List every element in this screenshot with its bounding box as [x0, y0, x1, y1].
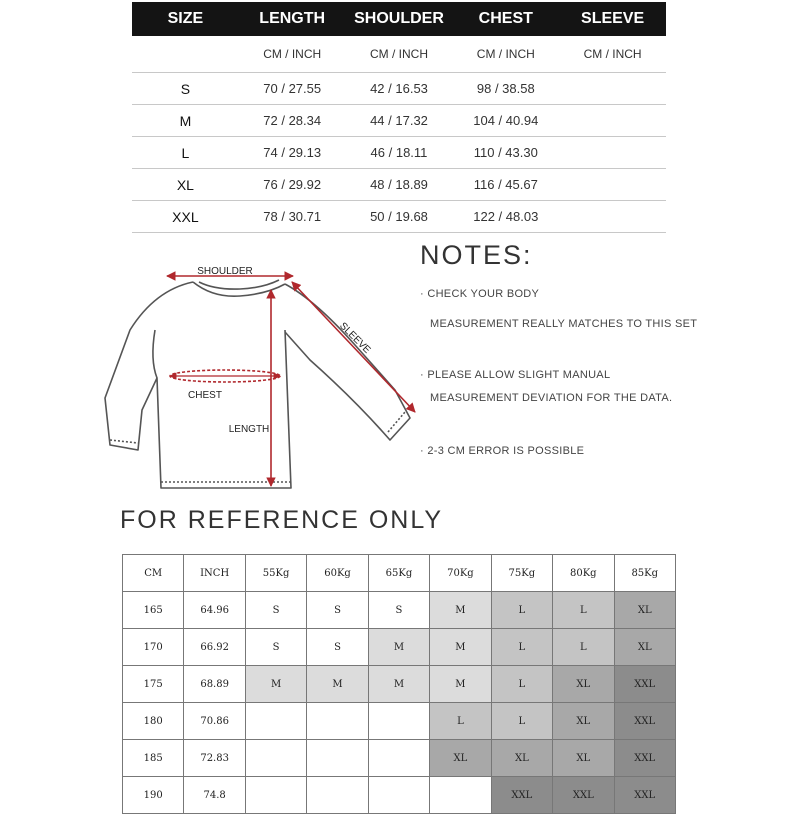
table-row — [123, 740, 676, 777]
table-row — [123, 629, 676, 666]
reference-height-cell: 70.86 — [184, 703, 245, 740]
reference-header-cell: CM — [123, 555, 184, 592]
reference-size-cell: L — [491, 703, 552, 740]
measurement-cell — [559, 73, 666, 105]
measurement-cell — [559, 105, 666, 137]
reference-size-cell: M — [368, 629, 429, 666]
reference-header-cell: 55Kg — [245, 555, 306, 592]
reference-size-cell: L — [491, 666, 552, 703]
reference-size-cell — [307, 777, 368, 814]
length-label: LENGTH — [228, 424, 270, 435]
reference-size-cell: XXL — [614, 666, 676, 703]
reference-size-cell: M — [368, 666, 429, 703]
reference-size-cell: M — [307, 666, 368, 703]
reference-size-cell: XXL — [614, 740, 676, 777]
garment-measurement-diagram — [95, 250, 425, 500]
measurement-cell: 98 / 38.58 — [452, 73, 559, 105]
reference-header-cell: INCH — [184, 555, 245, 592]
reference-height-cell: 180 — [123, 703, 184, 740]
table-row — [132, 73, 666, 105]
reference-size-cell: M — [430, 666, 491, 703]
measurement-cell: 48 / 18.89 — [346, 169, 453, 201]
reference-size-cell — [307, 740, 368, 777]
measurement-cell: 122 / 48.03 — [452, 201, 559, 233]
reference-size-cell — [245, 703, 306, 740]
reference-size-cell — [368, 740, 429, 777]
reference-size-cell: XXL — [614, 777, 676, 814]
reference-height-cell: 175 — [123, 666, 184, 703]
reference-size-cell: XXL — [614, 703, 676, 740]
unit-cell: CM / INCH — [239, 36, 346, 73]
shoulder-label: SHOULDER — [197, 266, 253, 277]
reference-size-cell: M — [245, 666, 306, 703]
reference-size-cell: L — [430, 703, 491, 740]
reference-height-cell: 64.96 — [184, 592, 245, 629]
measurement-cell — [559, 201, 666, 233]
length-header: LENGTH — [239, 2, 346, 36]
reference-size-cell: L — [553, 629, 614, 666]
size-chart-table — [132, 2, 666, 233]
reference-size-cell: XL — [491, 740, 552, 777]
reference-size-cell — [245, 777, 306, 814]
chest-header: CHEST — [452, 2, 559, 36]
reference-header-row — [123, 555, 676, 592]
note-line: · CHECK YOUR BODY — [420, 288, 540, 300]
reference-size-cell: XL — [430, 740, 491, 777]
table-row — [123, 666, 676, 703]
reference-height-cell: 68.89 — [184, 666, 245, 703]
units-row — [132, 36, 666, 73]
reference-height-cell: 165 — [123, 592, 184, 629]
reference-size-cell: S — [307, 592, 368, 629]
measurement-cell: 46 / 18.11 — [346, 137, 453, 169]
reference-size-cell: S — [245, 629, 306, 666]
reference-size-cell: S — [307, 629, 368, 666]
reference-height-cell: 190 — [123, 777, 184, 814]
unit-cell — [132, 36, 239, 73]
reference-size-cell — [307, 703, 368, 740]
reference-header-cell: 65Kg — [368, 555, 429, 592]
size-cell: L — [132, 137, 239, 169]
measurement-cell: 78 / 30.71 — [239, 201, 346, 233]
reference-header-cell: 60Kg — [307, 555, 368, 592]
measurement-cell: 42 / 16.53 — [346, 73, 453, 105]
measurement-cell: 72 / 28.34 — [239, 105, 346, 137]
reference-size-cell: S — [368, 592, 429, 629]
reference-size-cell: M — [430, 629, 491, 666]
table-row — [132, 105, 666, 137]
measurement-cell: 104 / 40.94 — [452, 105, 559, 137]
size-cell: XXL — [132, 201, 239, 233]
reference-height-cell: 72.83 — [184, 740, 245, 777]
chest-label: CHEST — [188, 390, 222, 401]
measurement-cell — [559, 169, 666, 201]
reference-height-cell: 170 — [123, 629, 184, 666]
reference-size-table — [122, 554, 676, 814]
unit-cell: CM / INCH — [559, 36, 666, 73]
shirt-outline — [105, 280, 410, 488]
table-row — [132, 169, 666, 201]
reference-size-cell: M — [430, 592, 491, 629]
measurement-cell: 110 / 43.30 — [452, 137, 559, 169]
measurement-cell: 44 / 17.32 — [346, 105, 453, 137]
measurement-cell — [559, 137, 666, 169]
note-line: MEASUREMENT DEVIATION FOR THE DATA. — [430, 392, 673, 404]
notes-title: NOTES: — [420, 240, 533, 270]
reference-height-cell: 74.8 — [184, 777, 245, 814]
size-cell: XL — [132, 169, 239, 201]
reference-size-cell: XL — [553, 666, 614, 703]
reference-size-cell — [368, 703, 429, 740]
sleeve-arrow — [292, 282, 415, 412]
measurement-cell: 50 / 19.68 — [346, 201, 453, 233]
reference-size-cell: XL — [553, 703, 614, 740]
reference-header-cell: 85Kg — [614, 555, 676, 592]
note-line: · 2-3 CM ERROR IS POSSIBLE — [420, 445, 585, 457]
size-chart-header-row — [132, 2, 666, 36]
unit-cell: CM / INCH — [452, 36, 559, 73]
measurement-cell: 74 / 29.13 — [239, 137, 346, 169]
reference-size-cell: L — [491, 629, 552, 666]
shoulder-header: SHOULDER — [346, 2, 453, 36]
note-line: · PLEASE ALLOW SLIGHT MANUAL — [420, 369, 611, 381]
table-row — [123, 777, 676, 814]
sleeve-label: SLEEVE — [337, 320, 373, 356]
size-header: SIZE — [132, 2, 239, 36]
reference-height-cell: 66.92 — [184, 629, 245, 666]
reference-size-cell — [368, 777, 429, 814]
note-line: MEASUREMENT REALLY MATCHES TO THIS SET — [430, 318, 698, 330]
table-row — [123, 592, 676, 629]
reference-size-cell: XXL — [553, 777, 614, 814]
reference-title: FOR REFERENCE ONLY — [120, 506, 444, 534]
reference-size-cell: XXL — [491, 777, 552, 814]
reference-size-cell: XL — [614, 629, 676, 666]
reference-size-cell: S — [245, 592, 306, 629]
unit-cell: CM / INCH — [346, 36, 453, 73]
reference-size-cell — [245, 740, 306, 777]
table-row — [132, 137, 666, 169]
measurement-cell: 116 / 45.67 — [452, 169, 559, 201]
reference-size-cell: XL — [614, 592, 676, 629]
measurement-cell: 70 / 27.55 — [239, 73, 346, 105]
reference-size-cell: XL — [553, 740, 614, 777]
table-row — [132, 201, 666, 233]
table-row — [123, 703, 676, 740]
reference-size-cell: L — [491, 592, 552, 629]
sleeve-header: SLEEVE — [559, 2, 666, 36]
reference-header-cell: 70Kg — [430, 555, 491, 592]
size-cell: M — [132, 105, 239, 137]
reference-size-cell — [430, 777, 491, 814]
reference-size-cell: L — [553, 592, 614, 629]
size-cell: S — [132, 73, 239, 105]
reference-header-cell: 75Kg — [491, 555, 552, 592]
reference-header-cell: 80Kg — [553, 555, 614, 592]
reference-height-cell: 185 — [123, 740, 184, 777]
measurement-cell: 76 / 29.92 — [239, 169, 346, 201]
